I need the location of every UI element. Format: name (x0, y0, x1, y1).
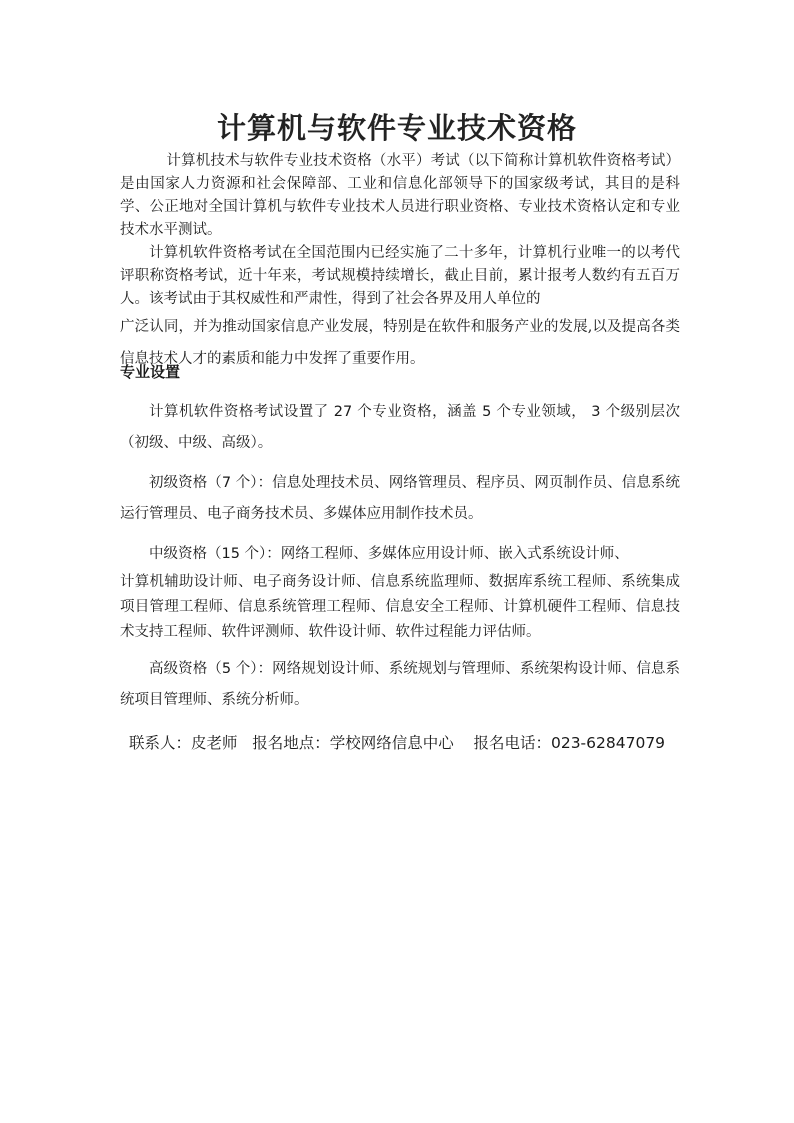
specialties-overview: 计算机软件资格考试设置了 27 个专业资格，涵盖 5 个专业领域， 3 个级别层次（初级、中级、高级）。 (120, 404, 680, 451)
contact-person: 联系人：皮老师 (128, 734, 238, 752)
registration-location: 报名地点：学校网络信息中心 (252, 734, 454, 752)
page-title: 计算机与软件专业技术资格 (216, 111, 577, 145)
intermediate-qualifications-continued: 计算机辅助设计师、电子商务设计师、信息系统监理师、数据库系统工程师、系统集成项目管理工程师、信息系统管理工程师、信息安全工程师、计算机硬件工程师、信息技术支持工程师、软件评测师、软件设计师、软件过程能力评估师。 (120, 574, 680, 640)
intermediate-qualifications: 中级资格（15 个）：网络工程师、多媒体应用设计师、嵌入式系统设计师、 (149, 546, 629, 562)
section-heading: 专业设置 (120, 363, 181, 381)
intro-paragraph-1: 计算机技术与软件专业技术资格（水平）考试（以下简称计算机软件资格考试）是由国家人力资源和社会保障部、工业和信息化部领导下的国家级考试，其目的是科学、公正地对全国计算机与软件专业技术人员进行职业资格、专业技术资格认定和专业技术水平测试。 (120, 153, 680, 238)
intro-paragraph-2: 计算机软件资格考试在全国范围内已经实施了二十多年，计算机行业唯一的以考代评职称资格考试，近十年来，考试规模持续增长，截止目前，累计报考人数约有五百万人。该考试由于其权威性和严肃性，得到了社会各界及用人单位的 (120, 245, 680, 307)
senior-qualifications: 高级资格（5 个）：网络规划设计师、系统规划与管理师、系统架构设计师、信息系统项目管理师、系统分析师。 (120, 661, 680, 708)
specialties-section (120, 397, 680, 725)
intro-paragraph-2-continued: 广泛认同，并为推动国家信息产业发展，特别是在软件和服务产业的发展,以及提高各类信息技术人才的素质和能力中发挥了重要作用。 (120, 319, 680, 367)
registration-phone: 报名电话：023-62847079 (473, 734, 666, 752)
junior-qualifications: 初级资格（7 个）：信息处理技术员、网络管理员、程序员、网页制作员、信息系统运行管理员、电子商务技术员、多媒体应用制作技术员。 (120, 475, 680, 522)
contact-line (0, 731, 794, 753)
intro-section (120, 150, 680, 375)
